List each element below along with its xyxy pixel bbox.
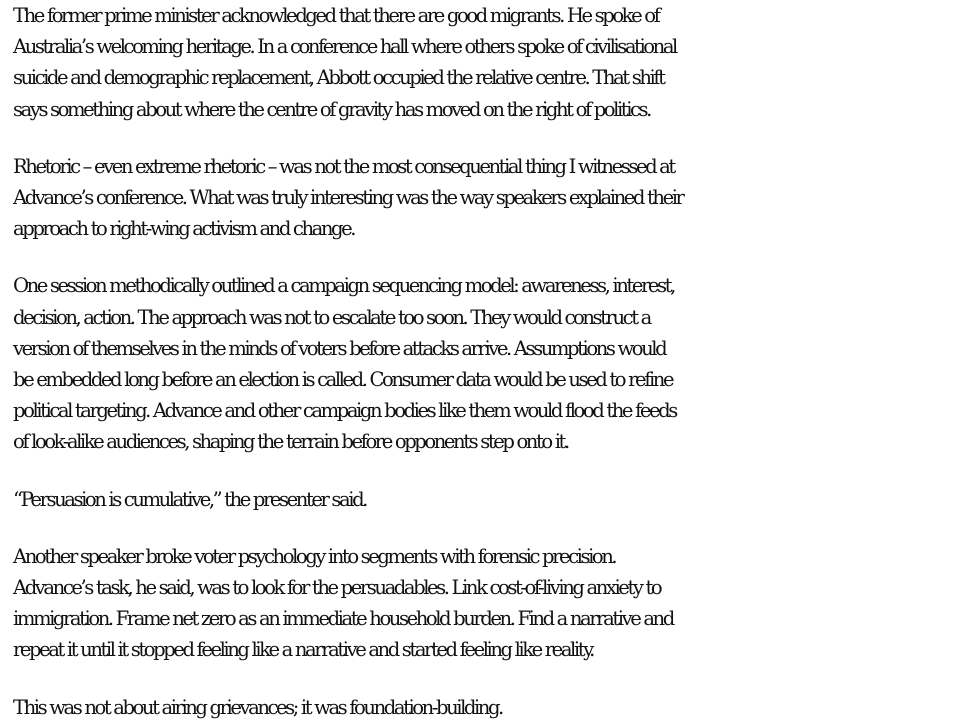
text-line: Another speaker broke voter psychology into segments with forensic precision. [13,544,616,568]
text-line: version of themselves in the minds of voters before attacks arrive. Assumptions would [13,336,666,360]
text-line: Rhetoric – even extreme rhetoric – was not the most consequential thing I witnessed at [13,154,674,178]
paragraph-spacer [13,458,963,484]
text-line: Advance’s task, he said, was to look for the persuadables. Link cost-of-living anxiety to [13,576,661,600]
text-line: Advance’s conference. What was truly interesting was the way speakers explained their [13,186,683,210]
text-line: approach to right-wing activism and change. [13,217,355,241]
paragraph-spacer [13,244,963,270]
paragraph-rhetoric [13,151,963,245]
text-line: repeat it until it stopped feeling like a narrative and started feeling like reality. [13,638,593,662]
paragraph-abbott-centre [13,0,963,125]
paragraph-foundation-building [13,692,963,723]
text-line: political targeting. Advance and other campaign bodies like them would flood the feeds [13,399,676,423]
paragraph-spacer [13,125,963,151]
text-line: “Persuasion is cumulative,” the presenter said. [13,487,366,511]
text-line: immigration. Frame net zero as an immediate household burden. Find a narrative and [13,607,673,631]
text-line: suicide and demographic replacement, Abbott occupied the relative centre. That shift [13,66,664,90]
text-line: decision, action. The approach was not to escalate too soon. They would construct a [13,305,650,329]
text-line: of look-alike audiences, shaping the terrain before opponents step onto it. [13,430,568,454]
text-line: be embedded long before an election is called. Consumer data would be used to refine [13,368,673,392]
text-line: This was not about airing grievances; it was foundation-building. [13,695,502,719]
paragraph-persuasion-quote [13,484,963,515]
text-line: Australia’s welcoming heritage. In a conference hall where others spoke of civilisational [13,35,676,59]
paragraph-voter-psychology [13,541,963,666]
text-line: says something about where the centre of gravity has moved on the right of politics. [13,97,650,121]
paragraph-campaign-sequencing [13,270,963,457]
paragraph-spacer [13,515,963,541]
text-line: The former prime minister acknowledged that there are good migrants. He spoke of [13,4,659,27]
paragraph-spacer [13,666,963,692]
text-line: One session methodically outlined a campaign sequencing model: awareness, interest, [13,274,674,298]
